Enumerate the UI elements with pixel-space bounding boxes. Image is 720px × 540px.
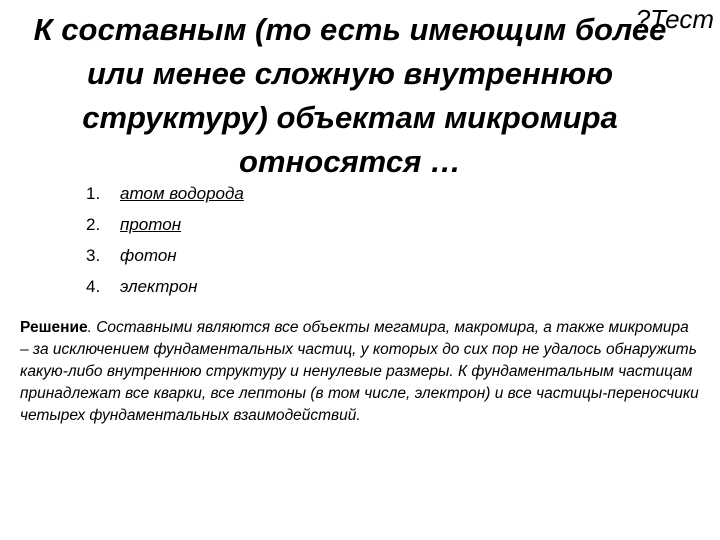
test-tag: ?Тест (635, 4, 714, 34)
option-text: фотон (120, 246, 177, 265)
solution-label: Решение (20, 319, 88, 336)
option-number: 2. (86, 215, 101, 234)
option-text: протон (120, 215, 182, 234)
option-number: 3. (86, 246, 101, 265)
option-text: электрон (120, 277, 198, 296)
option-number: 4. (86, 277, 101, 296)
option-text: атом водорода (120, 184, 244, 203)
solution-paragraph (20, 317, 700, 427)
solution-text: . Составными являются все объекты мегамира, макромира, а также микромира – за исключением фундаментальных частиц, у которых до сих пор не удалось обнаружить какую-либо внутреннюю структуру и ненулевые размеры. К фундаментальным частицам принадлежат все кварки, все лептоны (в том числе, электрон) и все частицы-переносчики четырех фундаментальных взаимодействий. (20, 319, 699, 424)
answer-options (86, 184, 244, 308)
answer-option-4[interactable] (86, 277, 244, 308)
answer-option-2[interactable] (86, 215, 244, 246)
answer-option-3[interactable] (86, 246, 244, 277)
question-title: К составным (то есть имеющим более или менее сложную внутреннюю структуру) объектам микромира относятся … (33, 12, 667, 179)
answer-option-1[interactable] (86, 184, 244, 215)
option-number: 1. (86, 184, 101, 203)
